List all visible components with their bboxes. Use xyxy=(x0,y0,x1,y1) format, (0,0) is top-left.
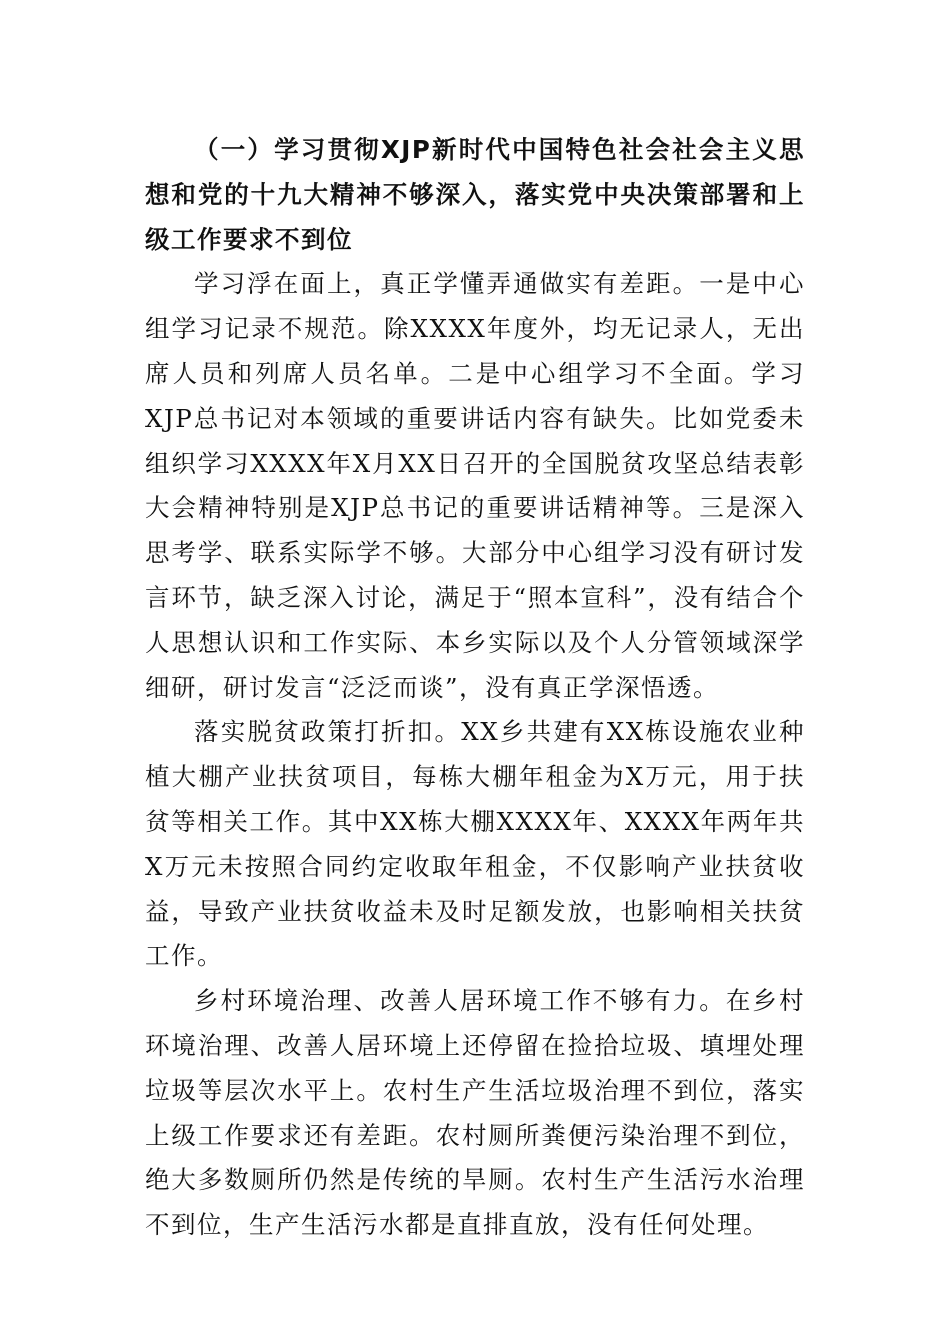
paragraph-environment: 乡村环境治理、改善人居环境工作不够有力。在乡村环境治理、改善人居环境上还停留在捡拾垃圾、填埋处理垃圾等层次水平上。农村生产生活垃圾治理不到位，落实上级工作要求还有差距。农村厕所粪便污染治理不到位，绝大多数厕所仍然是传统的旱厕。农村生产生活污水治理不到位，生产生活污水都是直排直放，没有任何处理。 xyxy=(145,986,805,1240)
paragraph-study: 学习浮在面上，真正学懂弄通做实有差距。一是中心组学习记录不规范。除XXXX年度外，均无记录人，无出席人员和列席人员名单。二是中心组学习不全面。学习XJP总书记对本领域的重要讲话内容有缺失。比如党委未组织学习XXXX年X月XX日召开的全国脱贫攻坚总结表彰大会精神特别是XJP总书记的重要讲话精神等。三是深入思考学、联系实际学不够。大部分中心组学习没有研讨发言环节，缺乏深入讨论，满足于“照本宣科”，没有结合个人思想认识和工作实际、本乡实际以及个人分管领域深学细研，研讨发言“泛泛而谈”，没有真正学深悟透。 xyxy=(145,269,805,702)
section-heading: （一）学习贯彻XJP新时代中国特色社会社会主义思想和党的十九大精神不够深入，落实党中央决策部署和上级工作要求不到位 xyxy=(145,135,805,254)
document-body xyxy=(145,128,805,1248)
paragraph-poverty-policy: 落实脱贫政策打折扣。XX乡共建有XX栋设施农业种植大棚产业扶贫项目，每栋大棚年租金为X万元，用于扶贫等相关工作。其中XX栋大棚XXXX年、XXXX年两年共X万元未按照合同约定收取年租金，不仅影响产业扶贫收益，导致产业扶贫收益未及时足额发放，也影响相关扶贫工作。 xyxy=(145,717,805,971)
